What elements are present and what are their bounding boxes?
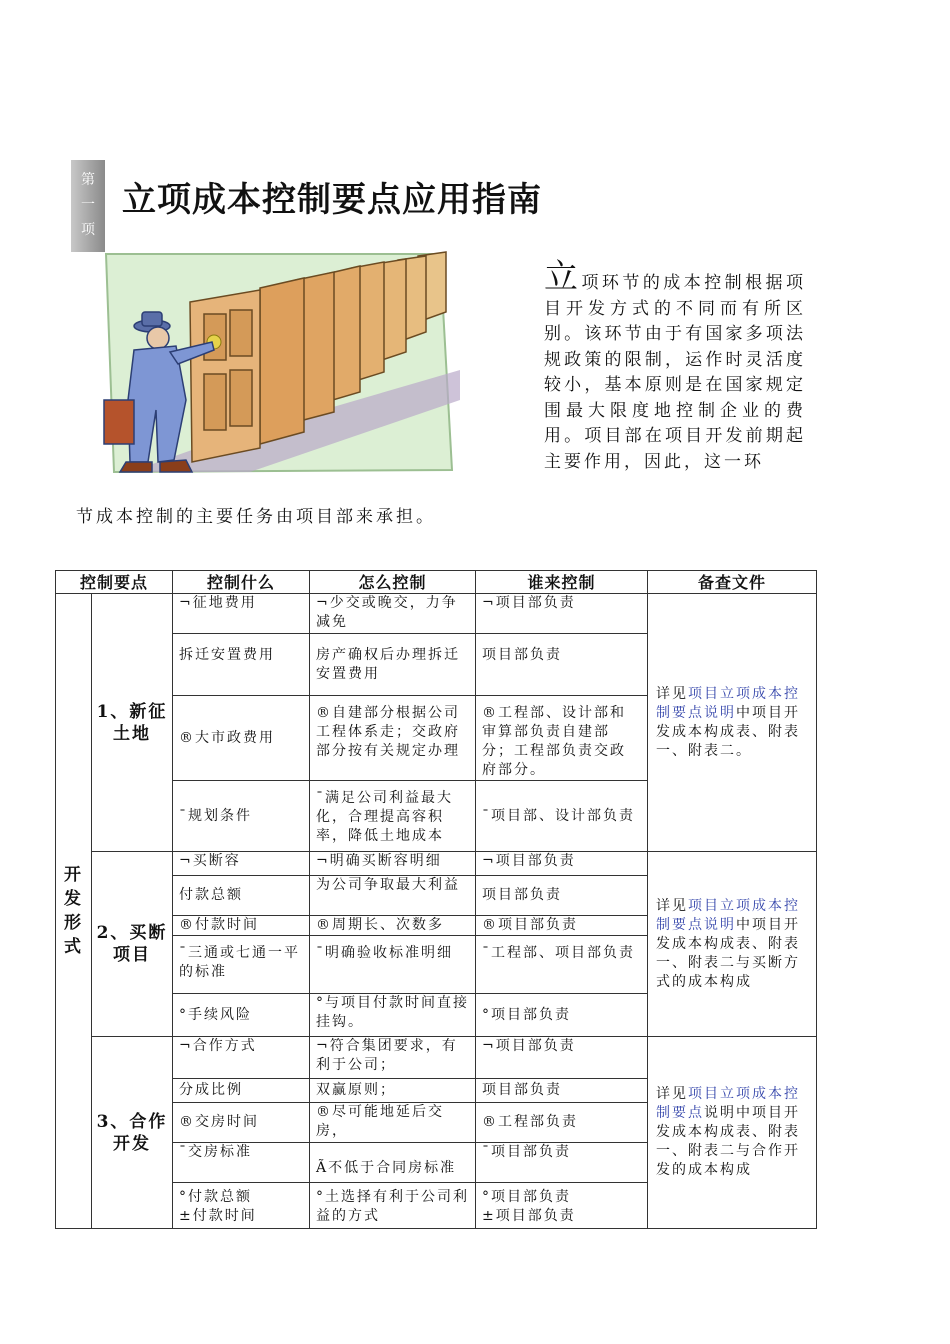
category-cell <box>56 594 92 1229</box>
how-cell: ¬符合集团要求，有利于公司； <box>310 1037 476 1079</box>
who-cell: 项目部负责 <box>476 634 648 696</box>
reference-link[interactable]: 项目立项成本控制要点 <box>656 1086 801 1121</box>
reference-suffix: 中项目开发成本构成表、附表一、附表二与买断方式的成本构成 <box>656 916 801 990</box>
group-label: 2、买断项目 <box>92 852 173 1037</box>
reference-link[interactable]: 项目立项成本控制要点说明 <box>656 685 801 721</box>
how-cell: 为公司争取最大利益 <box>310 876 476 916</box>
reference-prefix: 详见 <box>656 685 689 702</box>
reference-cell <box>648 1037 817 1229</box>
group-label: 1、新征土地 <box>92 594 173 852</box>
reference-prefix: 详见 <box>656 1086 689 1102</box>
header-key-point: 控制要点 <box>56 571 173 594</box>
what-cell: 分成比例 <box>173 1079 310 1103</box>
section-tab <box>71 160 105 252</box>
how-cell: ®周期长、次数多 <box>310 916 476 936</box>
what-cell: °手续风险 <box>173 994 310 1037</box>
what-cell: °付款总额 ±付款时间 <box>173 1183 310 1229</box>
what-cell: 拆迁安置费用 <box>173 634 310 696</box>
table-row <box>56 1037 817 1079</box>
what-cell: 付款总额 <box>173 876 310 916</box>
how-cell: 双赢原则； <box>310 1079 476 1103</box>
what-cell: ¯交房标准 <box>173 1143 310 1183</box>
cost-control-table <box>55 570 817 1229</box>
what-cell: ®付款时间 <box>173 916 310 936</box>
table-row <box>56 852 817 876</box>
table-header-row <box>56 571 817 594</box>
what-cell: ¬征地费用 <box>173 594 310 634</box>
how-cell: Ã不低于合同房标准 <box>310 1143 476 1183</box>
who-cell: °项目部负责 ±项目部负责 <box>476 1183 648 1229</box>
how-cell: ¬明确买断容明细 <box>310 852 476 876</box>
header-who: 谁来控制 <box>476 571 648 594</box>
who-cell: ¬项目部负责 <box>476 852 648 876</box>
tab-char: 项 <box>81 222 95 238</box>
table-row <box>56 594 817 634</box>
how-cell: ®尽可能地延后交房， <box>310 1103 476 1143</box>
how-cell: °与项目付款时间直接挂钩。 <box>310 994 476 1037</box>
who-cell: 项目部负责 <box>476 876 648 916</box>
category-label: 开发形式 <box>64 865 83 957</box>
header-how: 怎么控制 <box>310 571 476 594</box>
what-cell: ¯规划条件 <box>173 781 310 852</box>
group-label: 3、合作开发 <box>92 1037 173 1229</box>
how-cell: °土选择有利于公司利益的方式 <box>310 1183 476 1229</box>
who-cell: ¯项目部负责 <box>476 1143 648 1183</box>
what-cell: ®大市政费用 <box>173 696 310 781</box>
what-cell: ¬合作方式 <box>173 1037 310 1079</box>
who-cell: ¯项目部、设计部负责 <box>476 781 648 852</box>
who-cell: ¬项目部负责 <box>476 1037 648 1079</box>
who-cell: °项目部负责 <box>476 994 648 1037</box>
header-what: 控制什么 <box>173 571 310 594</box>
how-cell: ¯明确验收标准明细 <box>310 936 476 994</box>
how-cell: ¯满足公司利益最大化，合理提高容积率，降低土地成本 <box>310 781 476 852</box>
intro-continuation: 节成本控制的主要任务由项目部来承担。 <box>76 507 436 527</box>
reference-suffix: 说明中项目开发成本构成表、附表一、附表二与合作开发的成本构成 <box>656 1105 801 1178</box>
who-cell: ¯工程部、项目部负责 <box>476 936 648 994</box>
what-cell: ¯三通或七通一平的标准 <box>173 936 310 994</box>
how-cell: ®自建部分根据公司工程体系走；交政府部分按有关规定办理 <box>310 696 476 781</box>
how-cell: 房产确权后办理拆迁安置费用 <box>310 634 476 696</box>
intro-text: 项环节的成本控制根据项目开发方式的不同而有所区别。该环节由于有国家多项法规政策的限制，运作时灵活度较小，基本原则是在国家规定围最大限度地控制企业的费用。项目部在项目开发前期起主要作用，因此，这一环 <box>544 273 807 472</box>
doors-clipart-illustration <box>100 250 462 476</box>
who-cell: ®工程部、设计部和审算部负责自建部分；工程部负责交政府部分。 <box>476 696 648 781</box>
intro-paragraph <box>544 257 807 475</box>
header-reference: 备查文件 <box>648 571 817 594</box>
what-cell: ®交房时间 <box>173 1103 310 1143</box>
reference-prefix: 详见 <box>656 897 689 914</box>
drop-cap: 立 <box>544 257 582 297</box>
who-cell: 项目部负责 <box>476 1079 648 1103</box>
how-cell: ¬少交或晚交，力争减免 <box>310 594 476 634</box>
reference-link[interactable]: 项目立项成本控制要点说明 <box>656 897 801 933</box>
who-cell: ¬项目部负责 <box>476 594 648 634</box>
reference-cell <box>648 852 817 1037</box>
tab-char: 第 <box>81 172 95 188</box>
who-cell: ®工程部负责 <box>476 1103 648 1143</box>
page-title: 立项成本控制要点应用指南 <box>122 180 542 220</box>
reference-cell <box>648 594 817 852</box>
what-cell: ¬买断容 <box>173 852 310 876</box>
reference-suffix: 中项目开发成本构成表、附表一、附表二。 <box>656 704 801 759</box>
who-cell: ®项目部负责 <box>476 916 648 936</box>
tab-char: 一 <box>81 197 95 213</box>
